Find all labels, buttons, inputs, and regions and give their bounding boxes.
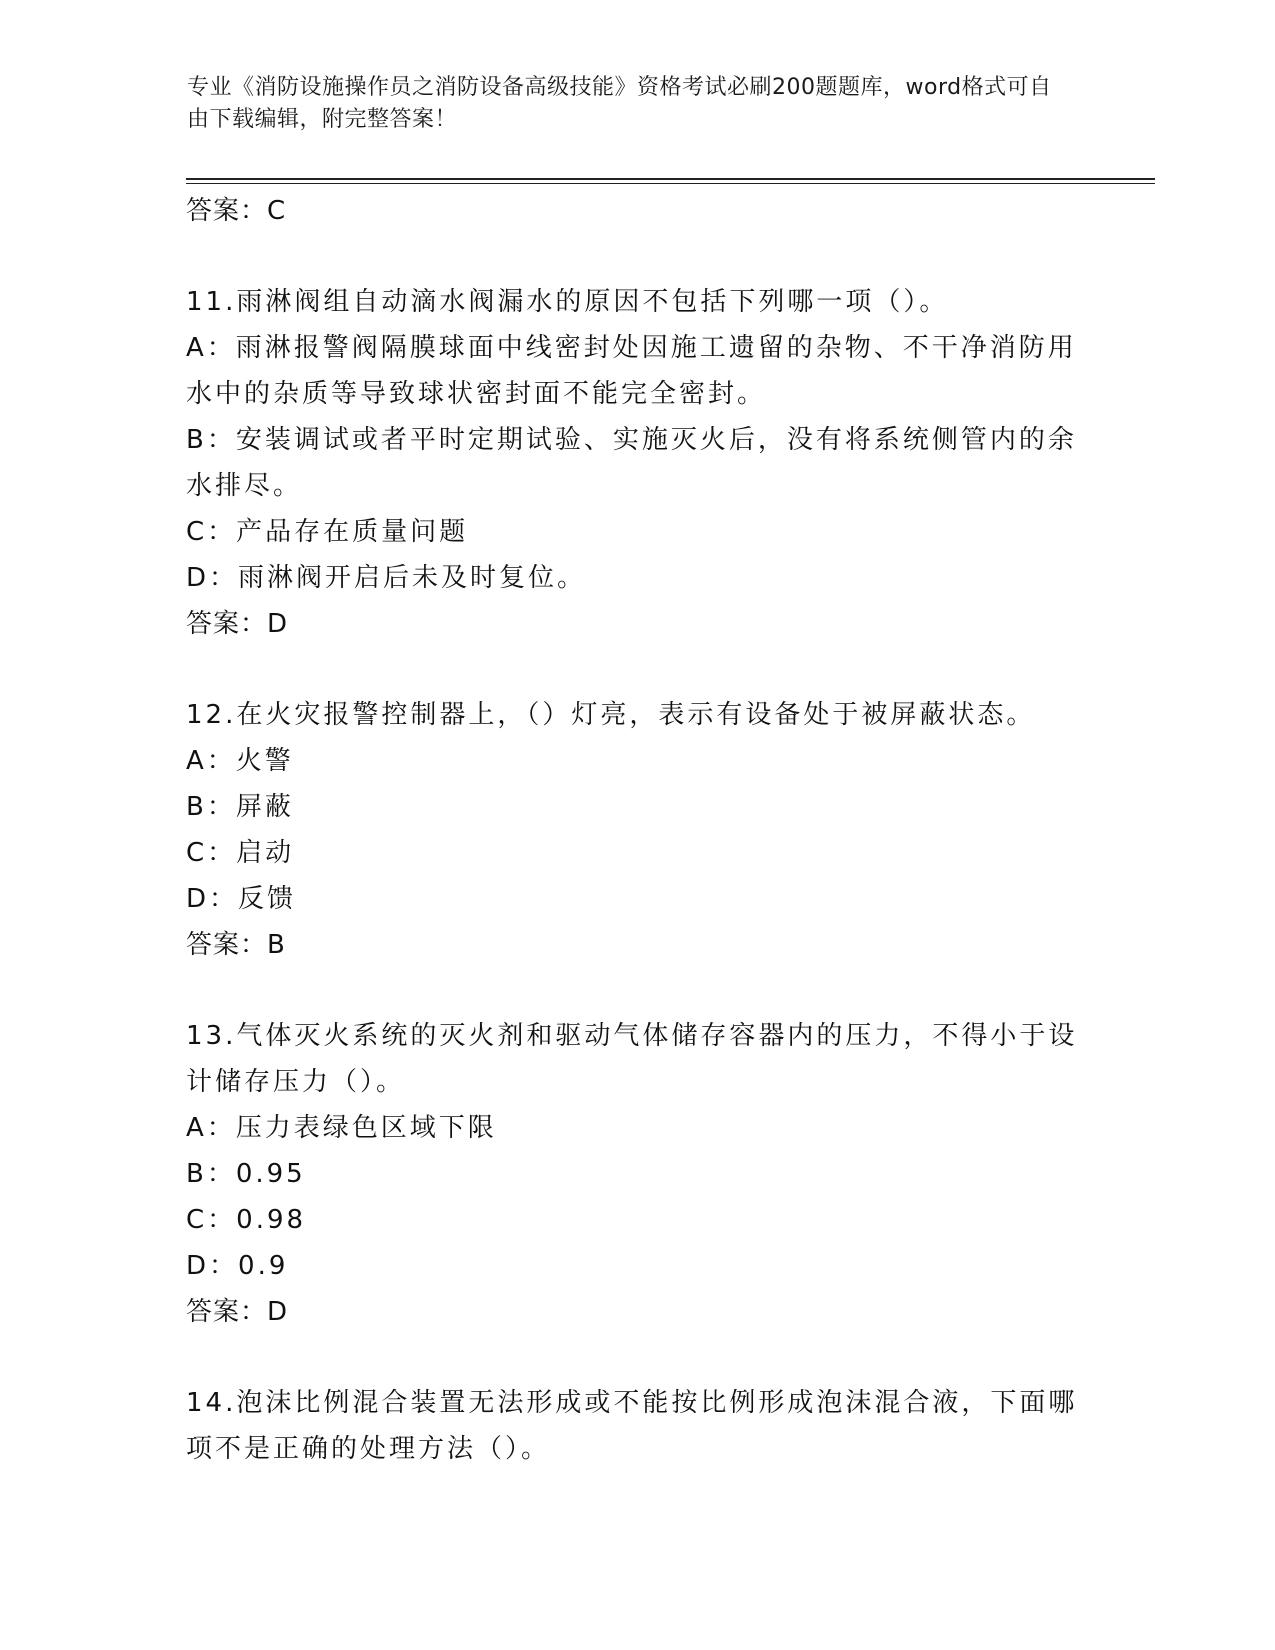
option-d: D：反馈: [186, 884, 297, 914]
question-block: [186, 279, 1086, 647]
question-block: [186, 1013, 1086, 1335]
spacer: [186, 647, 1086, 692]
option-a: A：压力表绿色区域下限: [186, 1113, 497, 1143]
question-stem-continued: 计储存压力（）。: [186, 1067, 406, 1097]
header-rule-thin: [186, 183, 1155, 184]
option-c: C：0.98: [186, 1205, 307, 1235]
option-d: D：0.9: [186, 1251, 289, 1281]
answer-line: 答案：B: [186, 930, 286, 960]
option-b: B：安装调试或者平时定期试验、实施灭火后，没有将系统侧管内的余: [186, 425, 1077, 455]
question-block: [186, 1380, 1086, 1472]
spacer: [186, 968, 1086, 1013]
question-stem: 11.雨淋阀组自动滴水阀漏水的原因不包括下列哪一项（）。: [186, 287, 949, 317]
option-b: B：0.95: [186, 1159, 306, 1189]
option-d: D：雨淋阀开启后未及时复位。: [186, 563, 587, 593]
document-header: 专业《消防设施操作员之消防设备高级技能》资格考试必刷200题题库，word格式可自由下载编辑，附完整答案！: [187, 75, 1052, 132]
question-block: [186, 692, 1086, 968]
question-list: [186, 188, 1086, 1472]
answer-line: 答案：D: [186, 609, 289, 639]
spacer: [186, 1335, 1086, 1380]
question-stem: 14.泡沫比例混合装置无法形成或不能按比例形成泡沫混合液，下面哪: [186, 1388, 1078, 1418]
question-stem: 12.在火灾报警控制器上，（）灯亮，表示有设备处于被屏蔽状态。: [186, 700, 1036, 730]
answer-line: 答案：C: [186, 196, 287, 226]
header-rule-thick: [186, 178, 1155, 180]
question-stem-continued: 项不是正确的处理方法（）。: [186, 1434, 551, 1464]
spacer: [186, 234, 1086, 279]
answer-line: 答案：D: [186, 1297, 289, 1327]
question-stem: 13.气体灭火系统的灭火剂和驱动气体储存容器内的压力，不得小于设: [186, 1021, 1078, 1051]
option-b: B：屏蔽: [186, 792, 294, 822]
option-a: A：火警: [186, 746, 294, 776]
option-b-continued: 水排尽。: [186, 471, 303, 501]
option-a: A：雨淋报警阀隔膜球面中线密封处因施工遗留的杂物、不干净消防用: [186, 333, 1077, 363]
option-c: C：启动: [186, 838, 295, 868]
option-c: C：产品存在质量问题: [186, 517, 469, 547]
option-a-continued: 水中的杂质等导致球状密封面不能完全密封。: [186, 379, 767, 409]
